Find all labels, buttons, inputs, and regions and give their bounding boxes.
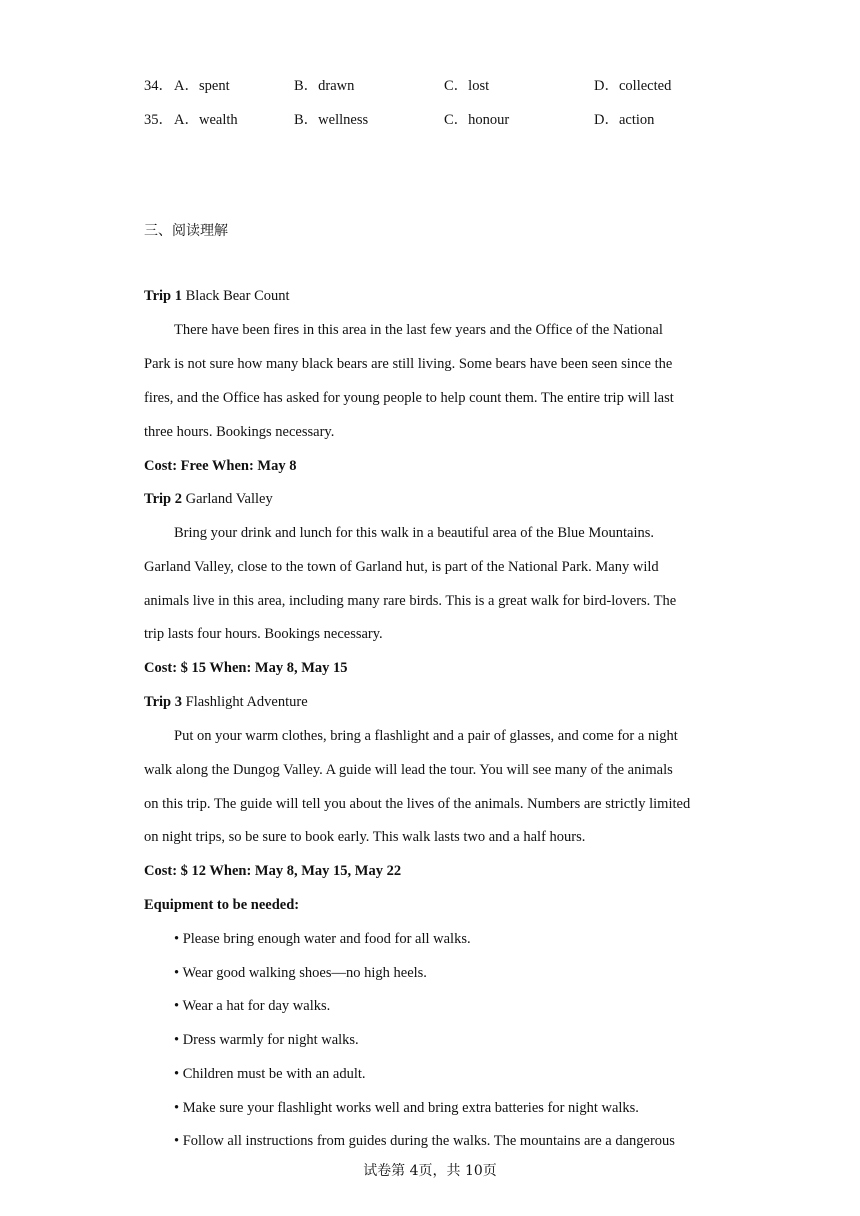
trip-2-line: Garland Valley, close to the town of Garland hut, is part of the National Park. Many wild: [144, 559, 659, 575]
trip-1-line: three hours. Bookings necessary.: [144, 424, 335, 440]
option-b: B．drawn: [294, 78, 355, 94]
trip-2-line: trip lasts four hours. Bookings necessary.: [144, 626, 383, 642]
trip-2-title: Trip 2 Garland Valley: [144, 491, 273, 507]
trip-3-line: walk along the Dungog Valley. A guide will lead the tour. You will see many of the animals: [144, 762, 673, 778]
equipment-item: • Make sure your flashlight works well and bring extra batteries for night walks.: [174, 1100, 639, 1116]
trip-1-cost: Cost: Free When: May 8: [144, 458, 297, 474]
equipment-item: • Follow all instructions from guides during the walks. The mountains are a dangerous: [174, 1133, 675, 1149]
equipment-item: • Wear a hat for day walks.: [174, 998, 331, 1014]
question-35: [144, 108, 744, 128]
equipment-item: • Children must be with an adult.: [174, 1066, 366, 1082]
option-d: D．action: [594, 112, 655, 128]
trip-3-line: on this trip. The guide will tell you about the lives of the animals. Numbers are strictly limited: [144, 796, 691, 812]
equipment-item: • Wear good walking shoes—no high heels.: [174, 965, 427, 981]
trip-2-cost: Cost: $ 15 When: May 8, May 15: [144, 660, 348, 676]
option-a: A．wealth: [174, 112, 238, 128]
option-d: D．collected: [594, 78, 672, 94]
section-heading: 三、阅读理解: [144, 223, 228, 239]
option-a: A．spent: [174, 78, 230, 94]
trip-3-title: Trip 3 Flashlight Adventure: [144, 694, 308, 710]
trip-3-cost: Cost: $ 12 When: May 8, May 15, May 22: [144, 863, 402, 879]
trip-1-line: fires, and the Office has asked for young people to help count them. The entire trip will last: [144, 390, 674, 406]
trip-1-line: There have been fires in this area in the last few years and the Office of the National: [174, 322, 663, 338]
page-footer: 试卷第 4页，共 10页: [363, 1163, 497, 1179]
trip-2-line: animals live in this area, including many rare birds. This is a great walk for bird-lovers. The: [144, 593, 677, 609]
trip-1-title: Trip 1 Black Bear Count: [144, 288, 290, 304]
option-c: C．honour: [444, 112, 510, 128]
question-number: 34．: [144, 78, 173, 94]
question-number: 35．: [144, 112, 173, 128]
option-c: C．lost: [444, 78, 490, 94]
equipment-item: • Please bring enough water and food for all walks.: [174, 931, 471, 947]
equipment-heading: Equipment to be needed:: [144, 897, 300, 913]
trip-3-line: on night trips, so be sure to book early. This walk lasts two and a half hours.: [144, 829, 586, 845]
equipment-item: • Dress warmly for night walks.: [174, 1032, 359, 1048]
trip-3-line: Put on your warm clothes, bring a flashlight and a pair of glasses, and come for a night: [174, 728, 678, 744]
trip-1-line: Park is not sure how many black bears are still living. Some bears have been seen since the: [144, 356, 673, 372]
trip-2-line: Bring your drink and lunch for this walk in a beautiful area of the Blue Mountains.: [174, 525, 655, 541]
option-b: B．wellness: [294, 112, 369, 128]
question-34: [144, 74, 744, 94]
